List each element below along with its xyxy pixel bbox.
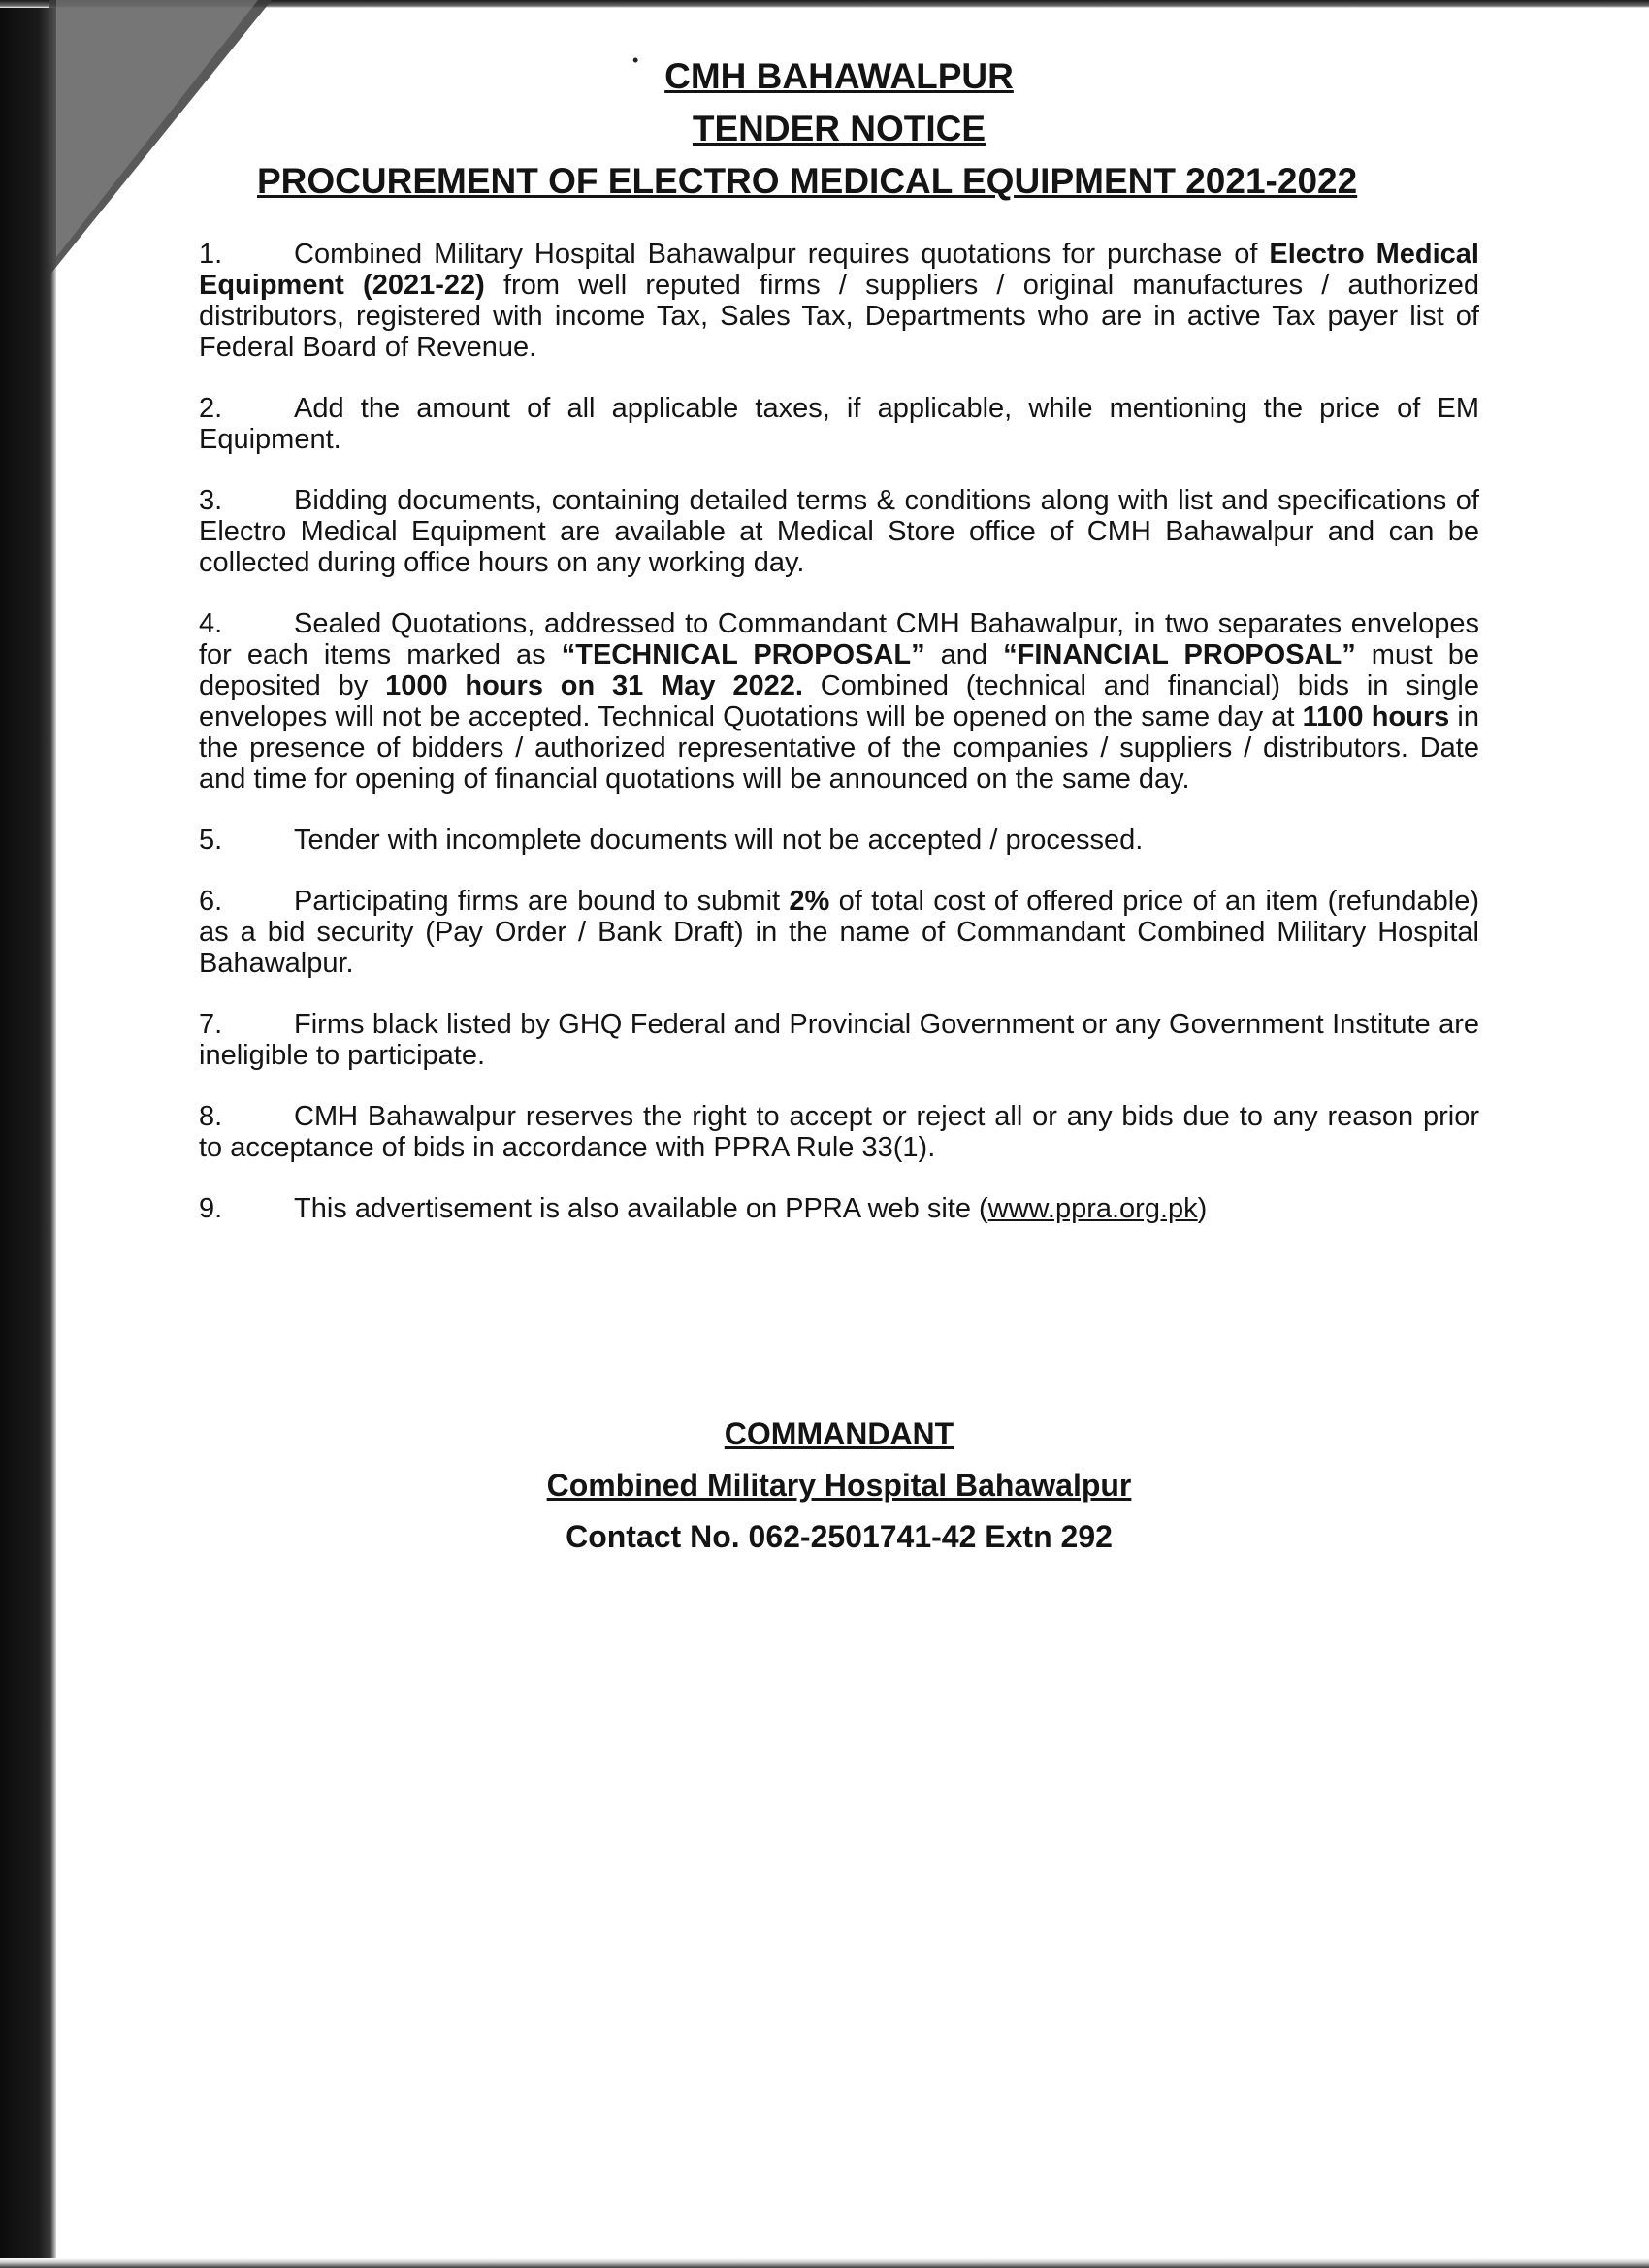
paragraph-text: Combined Military Hospital Bahawalpur requires quotations for purchase of bbox=[294, 239, 1270, 270]
paragraph-number: 7. bbox=[199, 1009, 223, 1040]
paragraph-text: Add the amount of all applicable taxes, if applicable, while mentioning the price of EM Equipment. bbox=[199, 393, 1479, 455]
notice-type-heading: TENDER NOTICE bbox=[692, 109, 986, 148]
notice-paragraph-7 bbox=[199, 1009, 1479, 1071]
paragraph-text: Tender with incomplete documents will not be accepted / processed. bbox=[294, 825, 1144, 856]
paragraph-text: Bidding documents, containing detailed terms & conditions along with list and specifications of Electro Medical Equipment are available at Medical Store office of CMH Bahawalpur and can be collected during office hours on any working day. bbox=[199, 485, 1479, 578]
paragraph-text: Firms black listed by GHQ Federal and Provincial Government or any Government Institute are ineligible to participate. bbox=[199, 1009, 1479, 1071]
paragraph-text: This advertisement is also available on PPRA web site ( bbox=[294, 1193, 988, 1224]
paragraph-number: 9. bbox=[199, 1193, 223, 1224]
signatory-title: COMMANDANT bbox=[724, 1416, 954, 1451]
paragraph-text: and bbox=[924, 639, 1004, 670]
paragraph-number: 8. bbox=[199, 1101, 223, 1132]
paragraph-text: Participating firms are bound to submit bbox=[294, 886, 790, 917]
emphasized-text: 2% bbox=[789, 886, 830, 917]
notice-paragraph-1 bbox=[199, 239, 1479, 363]
emphasized-text: “FINANCIAL PROPOSAL” bbox=[1003, 639, 1356, 670]
notice-paragraph-3 bbox=[199, 485, 1479, 578]
paragraph-text: ) bbox=[1197, 1193, 1208, 1224]
notice-paragraph-6 bbox=[199, 886, 1479, 979]
paragraph-number: 3. bbox=[199, 485, 223, 516]
paragraph-text: must be deposited by bbox=[199, 639, 1479, 701]
contact-number: Contact No. 062-2501741-42 Extn 292 bbox=[566, 1519, 1113, 1554]
organization-heading: CMH BAHAWALPUR bbox=[664, 56, 1014, 96]
paragraph-text: in the presence of bidders / authorized representative of the companies / suppliers / distributors. Date and time for opening of financial quotations will be announced on the same day. bbox=[199, 701, 1479, 794]
notice-paragraph-4 bbox=[199, 608, 1479, 794]
paragraph-text: from well reputed firms / suppliers / original manufactures / authorized distributors, registered with income Tax, Sales Tax, Departments who are in active Tax payer list of Federal Board of Revenue. bbox=[199, 270, 1479, 363]
ppra-website-link[interactable]: www.ppra.org.pk bbox=[987, 1193, 1198, 1224]
tender-notice-page bbox=[199, 49, 1479, 1254]
paragraph-number: 6. bbox=[199, 886, 223, 917]
scan-speck: • bbox=[632, 50, 639, 70]
signature-block bbox=[199, 1416, 1479, 1555]
paragraph-number: 2. bbox=[199, 393, 223, 424]
paragraph-text: Combined (technical and financial) bids in single envelopes will not be accepted. Technical Quotations will be opened on the same day at bbox=[199, 670, 1480, 732]
notice-paragraph-8 bbox=[199, 1101, 1479, 1163]
paragraph-text: CMH Bahawalpur reserves the right to accept or reject all or any bids due to any reason prior to acceptance of bids in accordance with PPRA Rule 33(1). bbox=[199, 1101, 1479, 1163]
paragraph-text: Sealed Quotations, addressed to Commandant CMH Bahawalpur, in two separates envelopes for each items marked as bbox=[199, 608, 1479, 670]
scan-edge-left bbox=[0, 0, 56, 2268]
emphasized-text: 1000 hours on 31 May 2022. bbox=[385, 670, 803, 701]
paragraph-text: of total cost of offered price of an item (refundable) as a bid security (Pay Order / Bank Draft) in the name of Commandant Combined Military Hospital Bahawalpur. bbox=[199, 886, 1479, 979]
paragraph-number: 1. bbox=[199, 239, 223, 270]
emphasized-text: Electro Medical Equipment (2021-22) bbox=[199, 239, 1479, 301]
notice-body bbox=[199, 239, 1479, 1224]
notice-paragraph-5 bbox=[199, 825, 1479, 856]
notice-paragraph-2 bbox=[199, 393, 1479, 455]
paragraph-number: 5. bbox=[199, 825, 223, 856]
paragraph-number: 4. bbox=[199, 608, 223, 639]
signatory-organization: Combined Military Hospital Bahawalpur bbox=[546, 1468, 1132, 1503]
emphasized-text: “TECHNICAL PROPOSAL” bbox=[561, 639, 925, 670]
subject-heading: PROCUREMENT OF ELECTRO MEDICAL EQUIPMENT 2021-2022 bbox=[257, 161, 1358, 201]
notice-paragraph-9 bbox=[199, 1193, 1479, 1224]
emphasized-text: 1100 hours bbox=[1302, 701, 1450, 732]
scan-edge-bottom bbox=[0, 2258, 1649, 2268]
